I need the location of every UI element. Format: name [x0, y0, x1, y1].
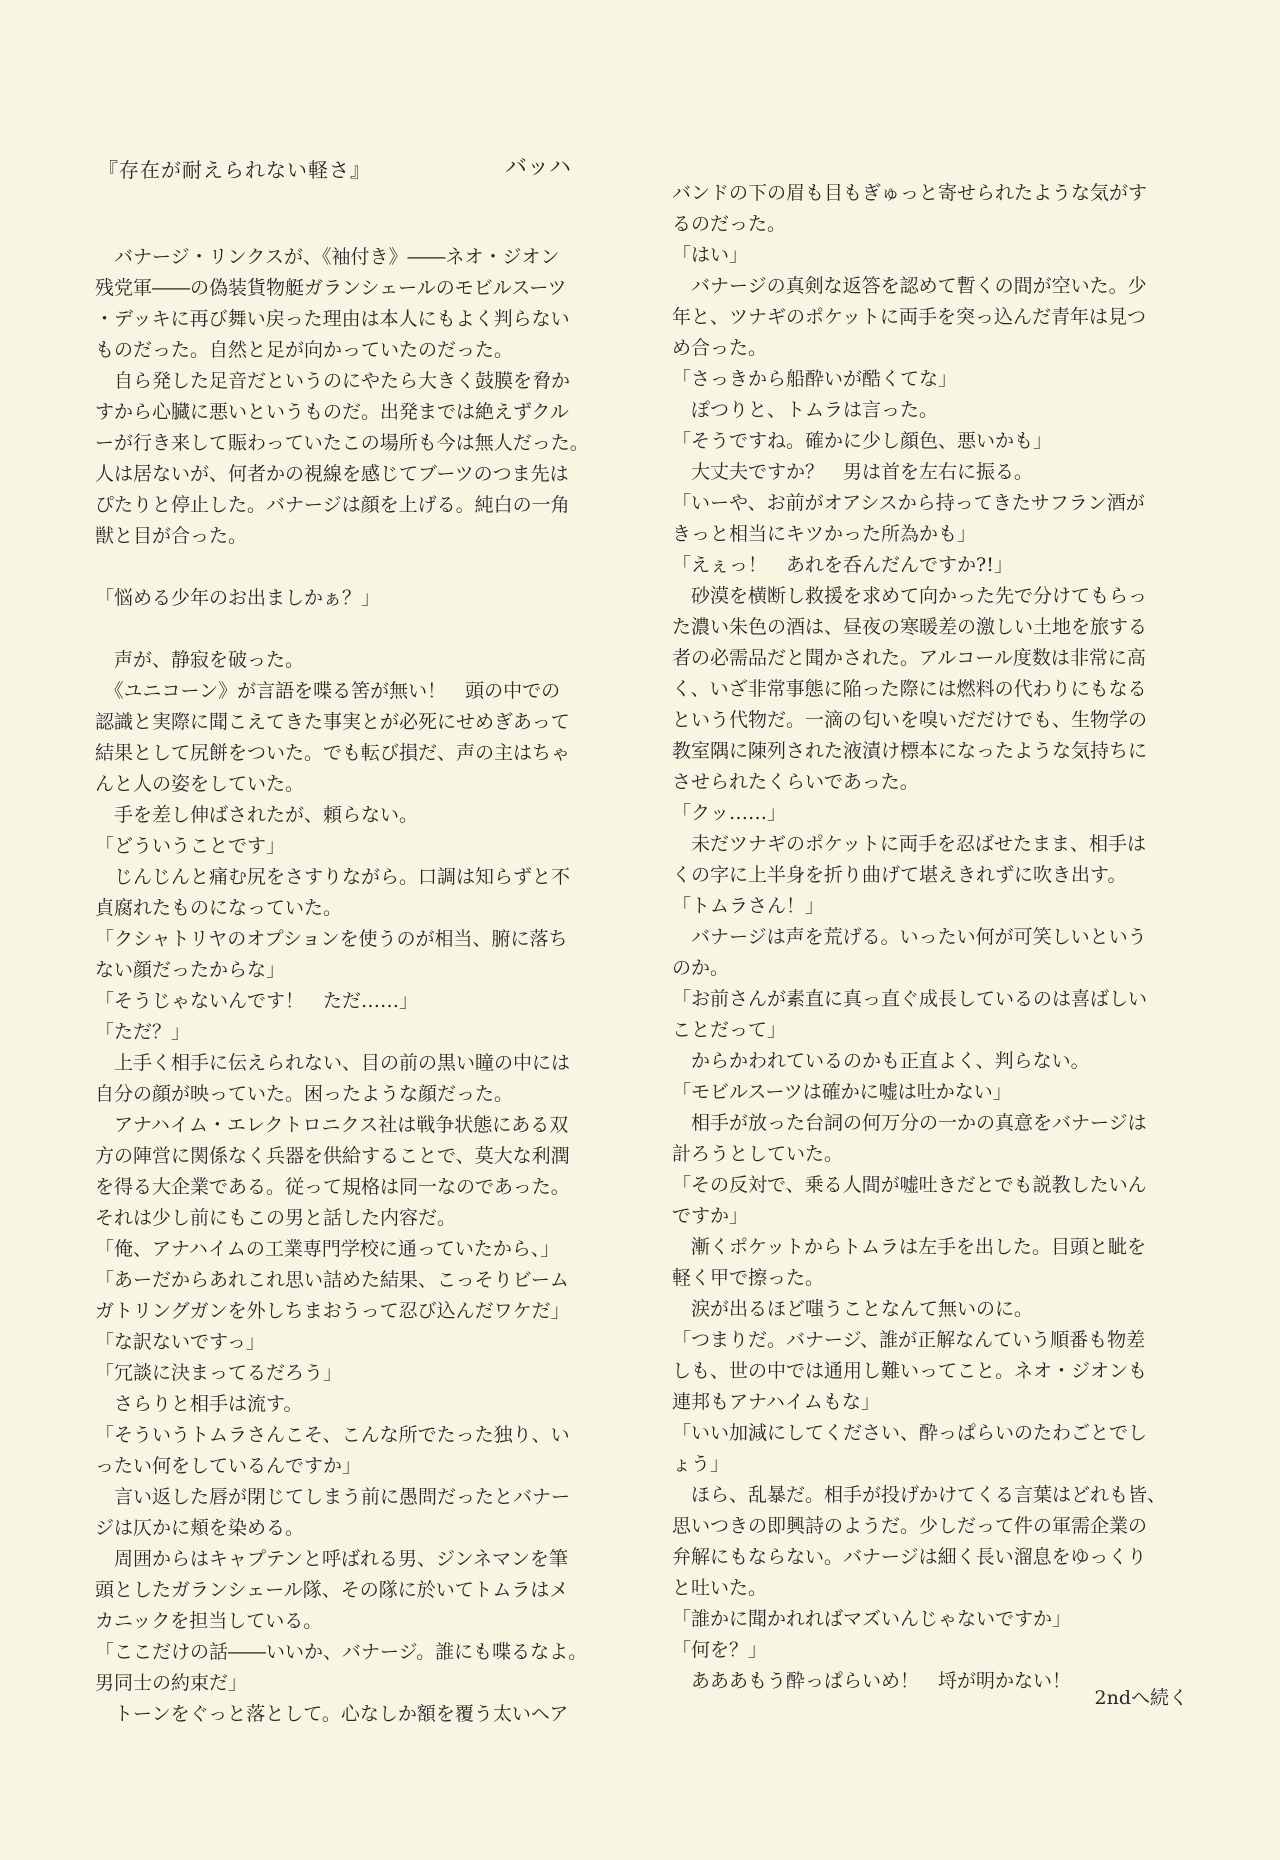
text-line: きっと相当にキツかった所為かも」: [672, 523, 977, 545]
text-line: 自ら発した足音だというのにやたら大きく鼓膜を脅か: [95, 370, 571, 392]
text-line: 「その反対で、乗る人間が嘘吐きだとでも説教したいん: [672, 1174, 1147, 1196]
text-line: 思いつきの即興詩のようだ。少しだって件の軍需企業の: [672, 1515, 1148, 1537]
text-line: 男同士の約束だ」: [95, 1672, 248, 1694]
text-line: 砂漠を横断し救援を求めて向かった先で分けてもらっ: [672, 585, 1148, 607]
text-line: 方の陣営に関係なく兵器を供給することで、莫大な利潤: [95, 1145, 570, 1167]
text-line: 「そうですね。確かに少し顔色、悪いかも」: [672, 430, 1053, 452]
text-line: 「悩める少年のお出ましかぁ？」: [95, 587, 381, 609]
text-line: 認識と実際に聞こえてきた事実とが必死にせめぎあって: [95, 711, 570, 733]
right-text-column: [672, 178, 1187, 1697]
text-line: 「そうじゃないんです！ ただ……」: [95, 990, 419, 1012]
text-line: 連邦もアナハイムもな」: [672, 1391, 880, 1413]
continuation-note: 2ndへ続く: [1094, 1687, 1188, 1709]
text-line: 「冗談に決まってるだろう」: [95, 1362, 343, 1384]
text-line: 頭としたガランシェール隊、その隊に於いてトムラはメ: [95, 1579, 569, 1601]
text-line: 「何を？」: [672, 1639, 768, 1661]
text-line: 「はい」: [672, 244, 749, 266]
text-line: 自分の顔が映っていた。困ったような顔だった。: [95, 1083, 514, 1105]
text-line: 「どういうことです」: [95, 835, 286, 857]
text-line: 上手く相手に伝えられない、目の前の黒い瞳の中には: [95, 1052, 571, 1074]
text-line: ない顔だったからな」: [95, 959, 286, 981]
text-line: 計ろうとしていた。: [672, 1143, 844, 1165]
text-line: 軽く甲で擦った。: [672, 1267, 825, 1289]
text-line: ぽつりと、トムラは言った。: [672, 399, 939, 421]
text-line: 「ここだけの話――いいか、バナージ。誰にも喋るなよ。: [95, 1641, 588, 1663]
text-line: 弁解にもならない。バナージは細く長い溜息をゆっくり: [672, 1546, 1147, 1568]
text-line: 「ただ？」: [95, 1021, 191, 1043]
text-line: ですか」: [672, 1205, 749, 1227]
text-line: しも、世の中では通用し難いってこと。ネオ・ジオンも: [672, 1360, 1148, 1382]
text-line: るのだった。: [672, 213, 787, 235]
text-line: バンドの下の眉も目もぎゅっと寄せられたような気がす: [672, 182, 1148, 204]
text-line: く、いざ非常事態に陥った際には燃料の代わりにもなる: [672, 678, 1147, 700]
text-line: ぴたりと停止した。バナージは顔を上げる。純白の一角: [95, 494, 570, 516]
text-line: [95, 614, 610, 645]
text-line: 涙が出るほど嗤うことなんて無いのに。: [672, 1298, 1034, 1320]
text-line: アナハイム・エレクトロニクス社は戦争状態にある双: [95, 1114, 569, 1136]
text-line: 者の必需品だと聞かされた。アルコール度数は非常に高: [672, 647, 1146, 669]
text-line: [95, 552, 610, 583]
text-line: を得る大企業である。従って規格は同一なのであった。: [95, 1176, 570, 1198]
text-line: のか。: [672, 957, 730, 979]
text-line: 残党軍――の偽装貨物艇ガランシェールのモビルスーツ: [95, 277, 567, 299]
text-line: バナージは声を荒げる。いったい何が可笑しいという: [672, 926, 1147, 948]
text-line: ことだって」: [672, 1019, 787, 1041]
text-line: た濃い朱色の酒は、昼夜の寒暖差の激しい土地を旅する: [672, 616, 1148, 638]
text-line: すから心臓に悪いというものだ。出発までは絶えずクル: [95, 401, 569, 423]
text-line: め合った。: [672, 337, 768, 359]
text-line: 「トムラさん！」: [672, 895, 825, 917]
text-line: んと人の姿をしていた。: [95, 773, 305, 795]
text-line: 「そういうトムラさんこそ、こんな所でたった独り、い: [95, 1424, 570, 1446]
text-line: 《ユニコーン》が言語を喋る筈が無い！ 頭の中での: [95, 680, 561, 702]
text-line: 「誰かに聞かれればマズいんじゃないですか」: [672, 1608, 1072, 1630]
text-line: 「クッ……」: [672, 802, 787, 824]
text-line: ガトリングガンを外しちまおうって忍び込んだワケだ」: [95, 1300, 570, 1322]
text-line: と吐いた。: [672, 1577, 768, 1599]
text-line: ょう」: [672, 1453, 730, 1475]
text-line: させられたくらいであった。: [672, 771, 919, 793]
text-line: ・デッキに再び舞い戻った理由は本人にもよく判らない: [95, 308, 570, 330]
story-title: 『存在が耐えられない軽さ』: [98, 158, 371, 182]
text-line: バナージの真剣な返答を認めて暫くの間が空いた。少: [672, 275, 1147, 297]
left-text-column: [95, 242, 610, 1730]
text-line: 「つまりだ。バナージ、誰が正解なんていう順番も物差: [672, 1329, 1146, 1351]
text-line: 「俺、アナハイムの工業専門学校に通っていたから、」: [95, 1238, 560, 1260]
text-line: 周囲からはキャプテンと呼ばれる男、ジンネマンを筆: [95, 1548, 569, 1570]
text-line: 人は居ないが、何者かの視線を感じてブーツのつま先は: [95, 463, 569, 485]
text-line: 教室隅に陳列された液漬け標本になったような気持ちに: [672, 740, 1148, 762]
text-line: ほら、乱暴だ。相手が投げかけてくる言葉はどれも皆、: [672, 1484, 1167, 1506]
text-line: 「さっきから船酔いが酷くてな」: [672, 368, 958, 390]
text-line: からかわれているのかも正直よく、判らない。: [672, 1050, 1090, 1072]
text-line: 貞腐れたものになっていた。: [95, 897, 343, 919]
text-line: くの字に上半身を折り曲げて堪えきれずに吹き出す。: [672, 864, 1127, 886]
text-line: 大丈夫ですか？ 男は首を左右に振る。: [672, 461, 1034, 483]
text-line: それは少し前にもこの男と話した内容だ。: [95, 1207, 457, 1229]
text-line: 手を差し伸ばされたが、頼らない。: [95, 804, 419, 826]
text-line: 言い返した唇が閉じてしまう前に愚問だったとバナー: [95, 1486, 571, 1508]
text-line: ジは仄かに頬を染める。: [95, 1517, 305, 1539]
text-line: あああもう酔っぱらいめ！ 埒が明かない！: [672, 1670, 1072, 1692]
text-line: 漸くポケットからトムラは左手を出した。目頭と眦を: [672, 1236, 1147, 1258]
text-line: トーンをぐっと落として。心なしか額を覆う太いヘア: [95, 1703, 569, 1725]
text-line: 「クシャトリヤのオプションを使うのが相当、腑に落ち: [95, 928, 568, 950]
text-line: 「な訳ないですっ」: [95, 1331, 265, 1353]
text-line: ーが行き来して賑わっていたこの場所も今は無人だった。: [95, 432, 589, 454]
text-line: 獣と目が合った。: [95, 525, 248, 547]
text-line: じんじんと痛む尻をさすりながら。口調は知らずと不: [95, 866, 571, 888]
author-name: バッハ: [505, 155, 572, 180]
text-line: 「モビルスーツは確かに嘘は吐かない」: [672, 1081, 1012, 1103]
text-line: 相手が放った台詞の何万分の一かの真意をバナージは: [672, 1112, 1147, 1134]
text-line: バナージ・リンクスが、《袖付き》――ネオ・ジオン: [95, 246, 560, 268]
text-line: 声が、静寂を破った。: [95, 649, 305, 671]
text-line: カニックを担当している。: [95, 1610, 323, 1632]
text-line: 「いい加減にしてください、酔っぱらいのたわごとでし: [672, 1422, 1148, 1444]
text-line: 「えぇっ！ あれを呑んだんですか?!」: [672, 554, 1013, 576]
text-line: ものだった。自然と足が向かっていたのだった。: [95, 339, 514, 361]
text-line: 未だツナギのポケットに両手を忍ばせたまま、相手は: [672, 833, 1147, 855]
text-line: 「あーだからあれこれ思い詰めた結果、こっそりビーム: [95, 1269, 569, 1291]
text-line: 「お前さんが素直に真っ直ぐ成長しているのは喜ばしい: [672, 988, 1148, 1010]
text-line: という代物だ。一滴の匂いを嗅いだだけでも、生物学の: [672, 709, 1148, 731]
text-line: ったい何をしているんですか」: [95, 1455, 362, 1477]
text-line: さらりと相手は流す。: [95, 1393, 303, 1415]
text-line: 結果として尻餅をついた。でも転び損だ、声の主はちゃ: [95, 742, 571, 764]
text-line: 「いーや、お前がオアシスから持ってきたサフラン酒が: [672, 492, 1145, 514]
text-line: 年と、ツナギのポケットに両手を突っ込んだ青年は見つ: [672, 306, 1147, 328]
